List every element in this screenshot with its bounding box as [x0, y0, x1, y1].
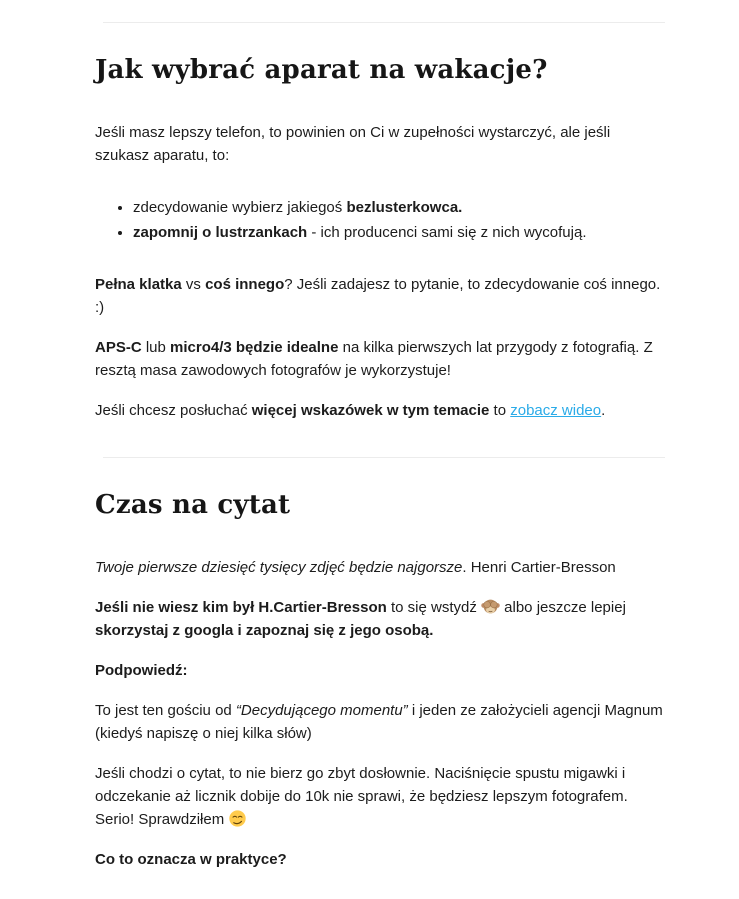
- magnum-paragraph: [95, 699, 665, 745]
- see-no-evil-monkey-icon: [481, 597, 500, 616]
- bold-run: skorzystaj z googla i zapoznaj się z jego osobą.: [95, 621, 434, 639]
- section-divider-top: [103, 22, 665, 23]
- text-run: To jest ten gościu od: [95, 701, 236, 719]
- text-run: - ich producenci sami się z nich wycofują.: [307, 223, 587, 241]
- text-run: zdecydowanie wybierz jakiegoś: [133, 198, 347, 216]
- apsc-paragraph: [95, 336, 665, 382]
- list-item-dslr: [133, 221, 665, 244]
- text-run: i jeden ze założycieli agencji Magnum (kiedyś napiszę o niej kilka słów): [95, 701, 663, 742]
- text-run: na kilka pierwszych lat przygody z fotografią. Z resztą masa zawodowych fotografów je wykorzystuje!: [95, 338, 653, 379]
- text-run: . Henri Cartier-Bresson: [462, 558, 616, 576]
- bold-run: Podpowiedź:: [95, 661, 188, 679]
- advice-list: [95, 196, 665, 244]
- smirking-face-icon: [228, 809, 247, 828]
- bold-run: zapomnij o lustrzankach: [133, 223, 308, 241]
- bold-run: Pełna klatka: [95, 275, 182, 293]
- quote-paragraph: [95, 556, 665, 579]
- bold-run: Co to oznacza w praktyce?: [95, 850, 287, 868]
- literal-paragraph: [95, 762, 665, 831]
- list-item-mirrorless: [133, 196, 665, 219]
- italic-run: Twoje pierwsze dziesięć tysięcy zdjęć będzie najgorsze: [95, 558, 463, 576]
- practice-question-paragraph: [95, 848, 665, 871]
- bold-run: coś innego: [205, 275, 285, 293]
- camera-section-heading: Jak wybrać aparat na wakacje?: [95, 55, 548, 85]
- quote-section-heading: Czas na cytat: [95, 489, 291, 520]
- text-run: albo jeszcze lepiej: [500, 598, 626, 616]
- quote-section: [95, 489, 665, 871]
- bold-run: micro4/3 będzie idealne: [170, 338, 339, 356]
- bold-run: więcej wskazówek w tym temacie: [251, 401, 490, 419]
- text-run: lub: [141, 338, 171, 356]
- italic-run: “Decydującego momentu”: [235, 701, 408, 719]
- text-run: ? Jeśli zadajesz to pytanie, to zdecydowanie coś innego. :): [95, 275, 661, 316]
- bold-run: Jeśli nie wiesz kim był H.Cartier-Bresson: [95, 598, 387, 616]
- text-run: Jeśli chcesz posłuchać: [95, 401, 252, 419]
- text-run: Jeśli chodzi o cytat, to nie bierz go zbyt dosłownie. Naciśnięcie spustu migawki i odczekanie aż licznik dobije do 10k nie sprawi, że będziesz lepszym fotografem. Serio! Sprawdziłem: [95, 764, 628, 828]
- text-run: .: [601, 401, 606, 419]
- text-run: to: [489, 401, 511, 419]
- bold-run: APS-C: [95, 338, 142, 356]
- zobacz-wideo-link[interactable]: zobacz wideo: [510, 401, 602, 419]
- newsletter-content: [95, 22, 665, 871]
- hint-paragraph: [95, 659, 665, 682]
- text-run: vs: [181, 275, 206, 293]
- section-divider-mid: [103, 457, 665, 458]
- fullframe-paragraph: [95, 273, 665, 319]
- shame-paragraph: [95, 596, 665, 642]
- text-run: to się wstydź: [386, 598, 481, 616]
- camera-section: [95, 54, 665, 422]
- bold-run: bezlusterkowca.: [346, 198, 463, 216]
- intro-paragraph: Jeśli masz lepszy telefon, to powinien on Ci w zupełności wystarczyć, ale jeśli szukasz aparatu, to:: [95, 123, 611, 164]
- video-paragraph: [95, 399, 665, 422]
